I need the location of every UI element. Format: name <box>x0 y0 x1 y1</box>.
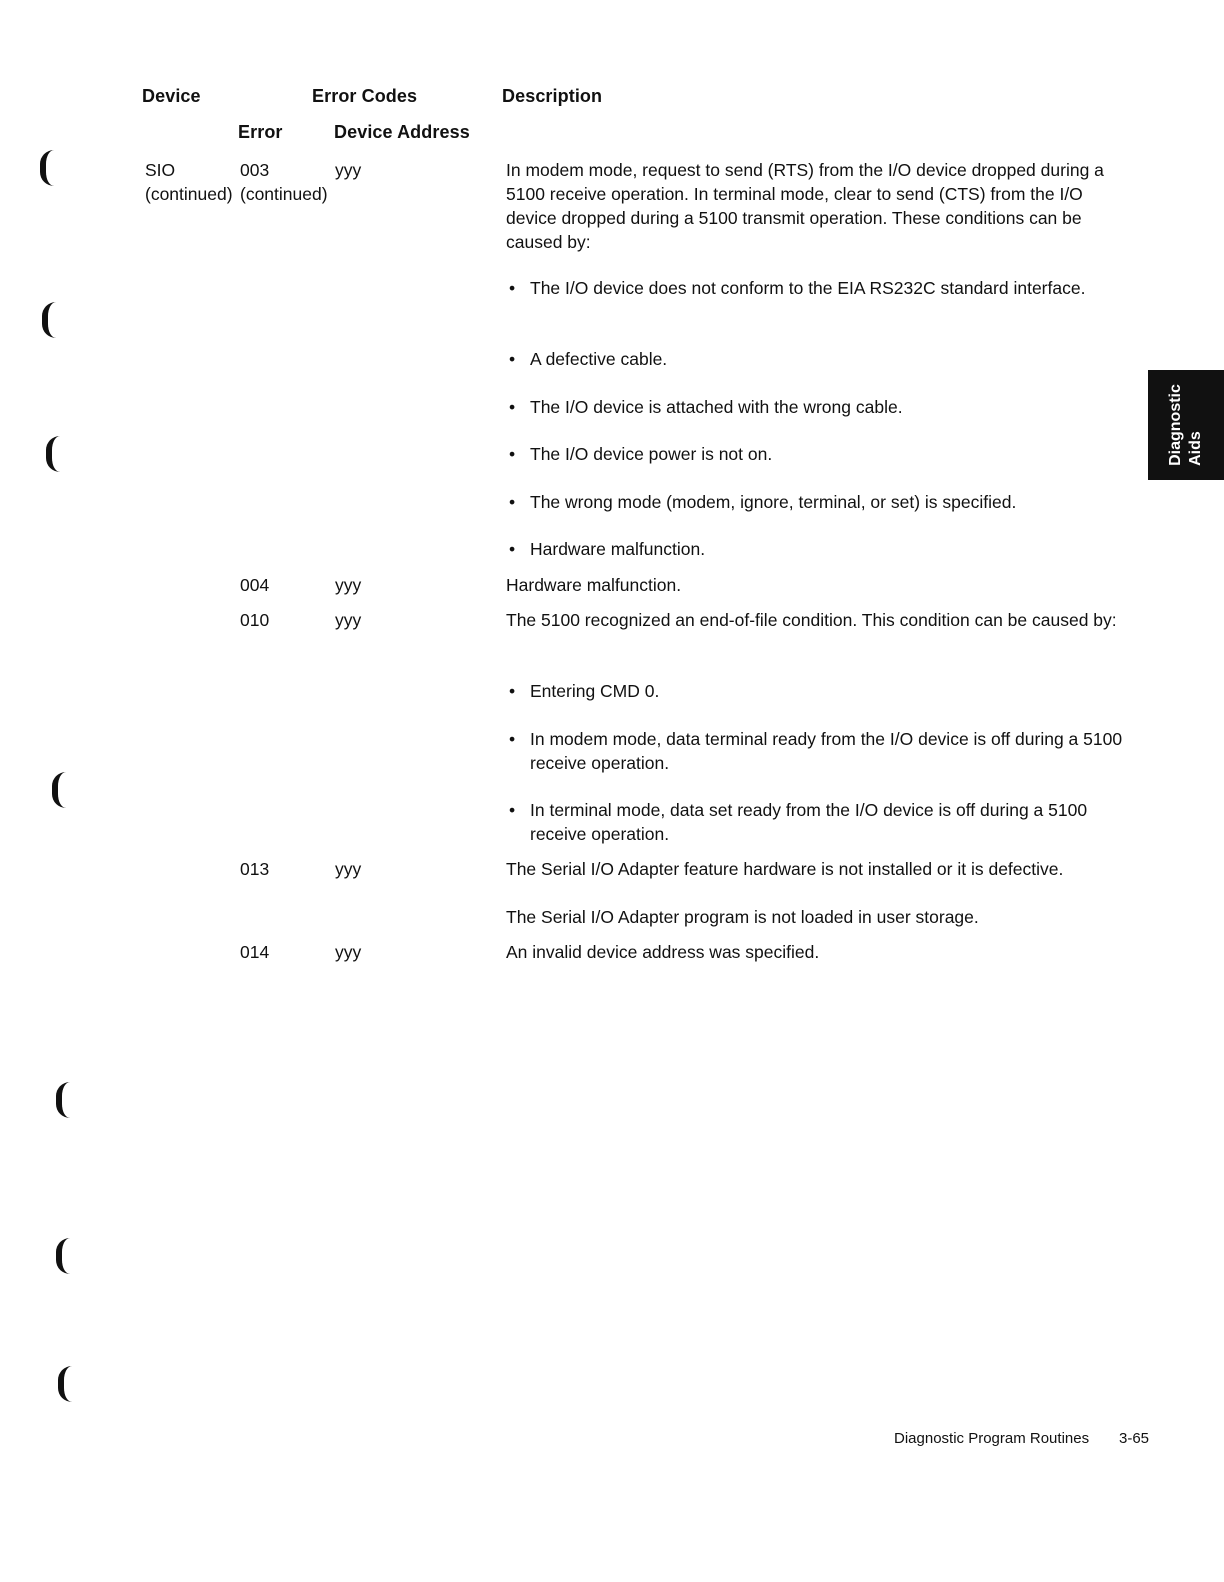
list-item: • A defective cable. <box>509 349 668 369</box>
binder-hole-mark <box>46 436 64 472</box>
list-item: • The I/O device power is not on. <box>509 444 773 464</box>
tab-label-line1: Diagnostic <box>1167 384 1184 466</box>
device-address: yyy <box>335 610 362 630</box>
footer-section-title: Diagnostic Program Routines <box>894 1430 1090 1447</box>
header-device: Device <box>142 86 201 106</box>
description-text: In modem mode, request to send (RTS) from the I/O device dropped during a 5100 receive operation. In terminal mode, clear to send (CTS) from the I/O device dropped during a 5100 transmit operation. These conditions can be caused by: <box>506 160 1104 252</box>
list-item: • In terminal mode, data set ready from the I/O device is off during a 5100 receive operation. <box>509 800 1088 844</box>
binder-hole-mark <box>56 1082 74 1118</box>
device-address: yyy <box>335 575 362 595</box>
device-address: yyy <box>335 942 362 962</box>
list-item: • Entering CMD 0. <box>509 681 660 701</box>
device-address: yyy <box>335 160 362 180</box>
page-number: 3-65 <box>1119 1430 1150 1447</box>
error-code: 003 <box>240 160 270 180</box>
error-code: 013 <box>240 859 270 879</box>
description-text: An invalid device address was specified. <box>506 942 820 962</box>
section-thumb-tab <box>1148 370 1224 480</box>
binder-hole-mark <box>52 772 70 808</box>
description-text: The 5100 recognized an end-of-file condition. This condition can be caused by: <box>506 610 1117 630</box>
binder-hole-mark <box>42 302 60 338</box>
header-description: Description <box>502 86 603 106</box>
description-text: The Serial I/O Adapter feature hardware is not installed or it is defective. <box>506 859 1064 879</box>
list-item: • The wrong mode (modem, ignore, terminal, or set) is specified. <box>509 492 1017 512</box>
device-address: yyy <box>335 859 362 879</box>
tab-label-line2: Aids <box>1187 431 1204 466</box>
device-name: SIO <box>145 160 176 180</box>
error-code: 010 <box>240 610 270 630</box>
description-text: The Serial I/O Adapter program is not loaded in user storage. <box>506 907 979 927</box>
error-continued: (continued) <box>240 184 328 204</box>
device-continued: (continued) <box>145 184 233 204</box>
header-device-address: Device Address <box>334 122 470 142</box>
list-item: • The I/O device does not conform to the EIA RS232C standard interface. <box>509 278 1086 298</box>
header-error: Error <box>238 122 283 142</box>
binder-hole-mark <box>58 1366 76 1402</box>
binder-hole-mark <box>40 150 58 186</box>
list-item: • In modem mode, data terminal ready from the I/O device is off during a 5100 receive operation. <box>509 729 1123 773</box>
error-code: 014 <box>240 942 270 962</box>
error-code: 004 <box>240 575 270 595</box>
header-error-codes: Error Codes <box>312 86 418 106</box>
list-item: • Hardware malfunction. <box>509 539 706 559</box>
binder-hole-mark <box>56 1238 74 1274</box>
description-text: Hardware malfunction. <box>506 575 682 595</box>
list-item: • The I/O device is attached with the wrong cable. <box>509 397 903 417</box>
